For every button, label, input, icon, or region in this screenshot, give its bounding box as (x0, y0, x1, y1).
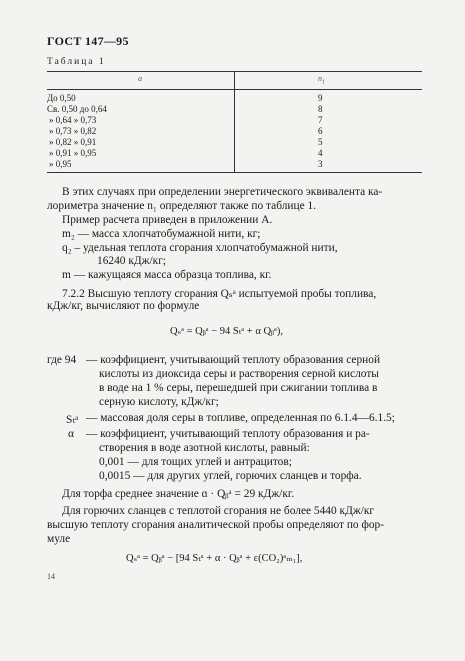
paragraph-line: В этих случаях при определении энергетического эквивалента ка- (62, 186, 383, 198)
paragraph-line: лориметра значение n₁ определяют также по таблице 1. (47, 200, 317, 212)
table-row-label: Св. 0,50 до 0,64 (47, 104, 107, 114)
paragraph-shale: муле (47, 533, 71, 545)
table-row-value: 8 (318, 104, 323, 114)
paragraph-peat: Для торфа среднее значение ɑ · Qᵦᵃ = 29 кДж/кг. (62, 488, 295, 500)
where-alpha-text: — коэффициент, учитывающий теплоту образования и ра- (86, 428, 370, 440)
formula-2: Qₛᵃ = Qᵦᵃ − [94 Sₜᵃ + α · Qᵦᵃ + ε(CO₂)ᵃₘ₁], (126, 553, 303, 564)
where-alpha-text: 0,001 — для тощих углей и антрацитов; (99, 456, 292, 468)
column-header-n: $n_1$ (318, 74, 325, 86)
column-header-a: a (138, 74, 142, 83)
where-key-alpha: α (68, 428, 74, 440)
where-alpha-text: 0,0015 — для других углей, горючих сланцев и торфа. (99, 470, 362, 482)
table-row-label: » 0,82 » 0,91 (49, 137, 97, 147)
table-row-value: 9 (318, 93, 323, 103)
table-row-value: 7 (318, 115, 323, 125)
table-row-label: » 0,91 » 0,95 (49, 148, 97, 158)
table-row-label: » 0,64 » 0,73 (49, 115, 97, 125)
table-column-divider (234, 71, 235, 172)
definition-m2: m₂ — масса хлопчатобумажной нити, кг; (62, 228, 261, 240)
definition-q2-cont: 16240 кДж/кг; (97, 255, 167, 267)
table-row-label: » 0,95 (49, 159, 72, 169)
where-key-94: где 94 (47, 354, 77, 366)
where-94-text: — коэффициент, учитывающий теплоту образования серной (86, 354, 381, 366)
table-caption: Таблица 1 (47, 57, 106, 67)
table-row-value: 6 (318, 126, 323, 136)
where-94-text: в воде на 1 % серы, перешедшей при сжигании топлива в (99, 382, 378, 394)
where-alpha-text: створения в воде азотной кислоты, равный: (99, 442, 310, 454)
definition-m: m — кажущаяся масса образца топлива, кг. (62, 269, 272, 281)
where-94-text: кислоты из диоксида серы и растворения серной кислоты (99, 368, 379, 380)
page-number: 14 (47, 572, 55, 581)
table-row-value: 3 (318, 159, 323, 169)
formula-1: Qₛᵃ = Qᵦᵃ − 94 Sₜᵃ + α Qᵦᵃ), (170, 326, 284, 337)
paragraph-line: кДж/кг, вычисляют по формуле (47, 300, 200, 312)
table-row-value: 4 (318, 148, 323, 158)
table-bottom-rule (47, 172, 422, 173)
document-header: ГОСТ 147—95 (47, 34, 129, 48)
where-s-text: — массовая доля серы в топливе, определенная по 6.1.4—6.1.5; (86, 412, 395, 424)
where-key-s: Sₜᵃ (66, 414, 79, 426)
section-7-2-2: 7.2.2 Высшую теплоту сгорания Qₛᵃ испытуемой пробы топлива, (62, 288, 377, 300)
where-94-text: серную кислоту, кДж/кг; (99, 396, 219, 408)
table-row-value: 5 (318, 137, 323, 147)
paragraph-line: Пример расчета приведен в приложении А. (62, 214, 273, 226)
paragraph-shale: высшую теплоту сгорания аналитической пробы определяют по фор- (47, 519, 385, 531)
table-row-label: » 0,73 » 0,82 (49, 126, 97, 136)
paragraph-shale: Для горючих сланцев с теплотой сгорания не более 5440 кДж/кг (62, 505, 375, 517)
table-row-label: До 0,50 (47, 93, 76, 103)
definition-q2: q₂ – удельная теплота сгорания хлопчатобумажной нити, (62, 242, 338, 254)
